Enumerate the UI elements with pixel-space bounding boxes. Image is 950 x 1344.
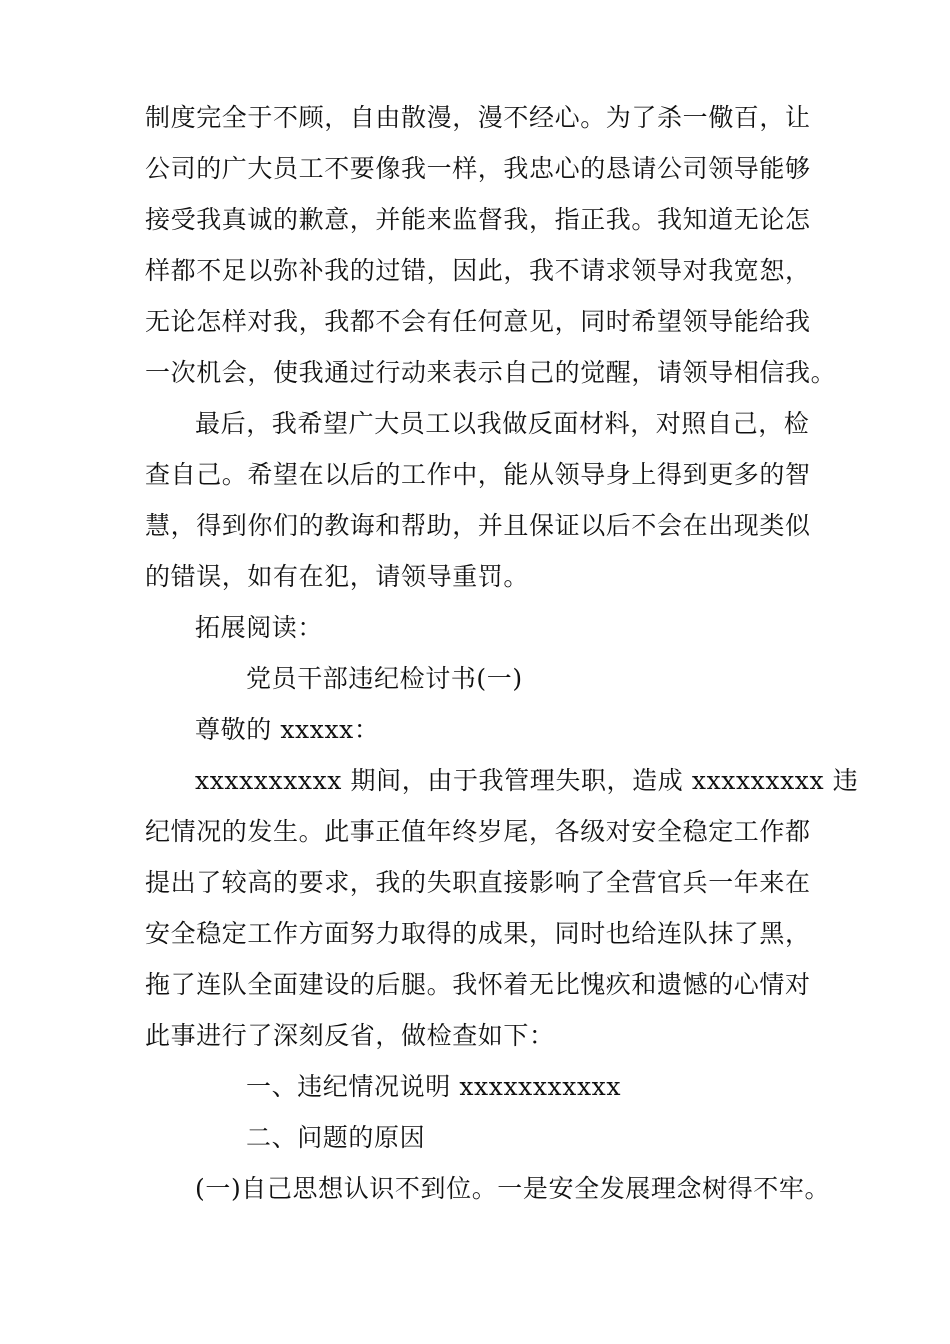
paragraph-line: 最后，我希望广大员工以我做反面材料，对照自己，检 xyxy=(195,409,810,438)
paragraph-line: 提出了较高的要求，我的失职直接影响了全营官兵一年来在 xyxy=(145,868,811,897)
paragraph-line: 安全稳定工作方面努力取得的成果，同时也给连队抹了黑， xyxy=(145,919,811,948)
paragraph-line: 查自己。希望在以后的工作中，能从领导身上得到更多的智 xyxy=(145,460,811,489)
salutation: 尊敬的 xxxxx： xyxy=(195,715,380,744)
paragraph-line: 样都不足以弥补我的过错，因此，我不请求领导对我宽恕， xyxy=(145,256,811,285)
paragraph-line: 的错误，如有在犯，请领导重罚。 xyxy=(145,562,530,591)
subsection-heading: (一)自己思想认识不到位。一是安全发展理念树得不牢。 xyxy=(195,1174,831,1203)
paragraph-line: 无论怎样对我，我都不会有任何意见，同时希望领导能给我 xyxy=(145,307,811,336)
paragraph-line: 此事进行了深刻反省，做检查如下： xyxy=(145,1021,555,1050)
paragraph-line: 纪情况的发生。此事正值年终岁尾，各级对安全稳定工作都 xyxy=(145,817,811,846)
paragraph-line: xxxxxxxxxx 期间，由于我管理失职，造成 xxxxxxxxx 违 xyxy=(195,766,859,795)
paragraph-line: 慧，得到你们的教诲和帮助，并且保证以后不会在出现类似 xyxy=(145,511,811,540)
paragraph-line: 接受我真诚的歉意，并能来监督我，指正我。我知道无论怎 xyxy=(145,205,811,234)
section-heading: 一、违纪情况说明 xxxxxxxxxxx xyxy=(246,1072,622,1101)
section-label: 拓展阅读： xyxy=(195,613,324,642)
paragraph-line: 制度完全于不顾，自由散漫，漫不经心。为了杀一儆百，让 xyxy=(145,103,811,132)
section-heading: 二、问题的原因 xyxy=(246,1123,426,1152)
paragraph-line: 拖了连队全面建设的后腿。我怀着无比愧疚和遗憾的心情对 xyxy=(145,970,811,999)
paragraph-line: 公司的广大员工不要像我一样，我忠心的恳请公司领导能够 xyxy=(145,154,811,183)
document-title: 党员干部违纪检讨书(一) xyxy=(246,664,523,693)
paragraph-line: 一次机会，使我通过行动来表示自己的觉醒，请领导相信我。 xyxy=(145,358,837,387)
